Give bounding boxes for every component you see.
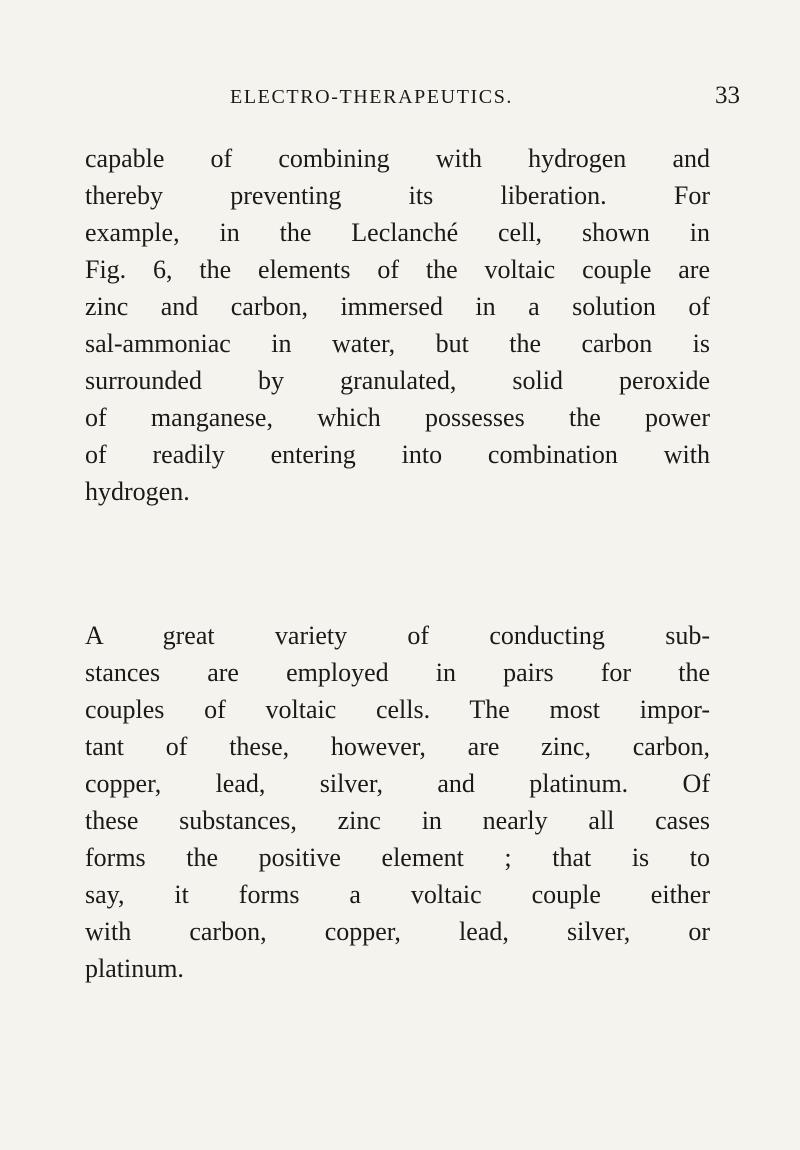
text-line: hydrogen. bbox=[85, 477, 190, 506]
text-line: Fig. 6, the elements of the voltaic couple are bbox=[85, 255, 710, 284]
paragraph-1 bbox=[85, 140, 710, 510]
text-line: these substances, zinc in nearly all cases bbox=[85, 806, 710, 835]
text-line: surrounded by granulated, solid peroxide bbox=[85, 366, 710, 395]
text-line: with carbon, copper, lead, silver, or bbox=[85, 917, 710, 946]
text-line: platinum. bbox=[85, 954, 184, 983]
paragraph-2 bbox=[85, 617, 710, 987]
page-number: 33 bbox=[715, 82, 740, 109]
text-line: copper, lead, silver, and platinum. Of bbox=[85, 769, 710, 798]
text-line: example, in the Leclanché cell, shown in bbox=[85, 218, 710, 247]
text-line: of readily entering into combination with bbox=[85, 440, 710, 469]
text-line: of manganese, which possesses the power bbox=[85, 403, 710, 432]
running-head bbox=[80, 82, 740, 120]
text-line: couples of voltaic cells. The most impor- bbox=[85, 695, 710, 724]
text-line: sal-ammoniac in water, but the carbon is bbox=[85, 329, 710, 358]
text-line: forms the positive element ; that is to bbox=[85, 843, 710, 872]
text-line: capable of combining with hydrogen and bbox=[85, 144, 710, 173]
text-line: zinc and carbon, immersed in a solution of bbox=[85, 292, 710, 321]
text-line: say, it forms a voltaic couple either bbox=[85, 880, 710, 909]
text-line: A great variety of conducting sub- bbox=[85, 621, 710, 650]
text-line: tant of these, however, are zinc, carbon, bbox=[85, 732, 710, 761]
text-line: stances are employed in pairs for the bbox=[85, 658, 710, 687]
running-title: ELECTRO-THERAPEUTICS. bbox=[230, 86, 514, 108]
text-line: thereby preventing its liberation. For bbox=[85, 181, 710, 210]
